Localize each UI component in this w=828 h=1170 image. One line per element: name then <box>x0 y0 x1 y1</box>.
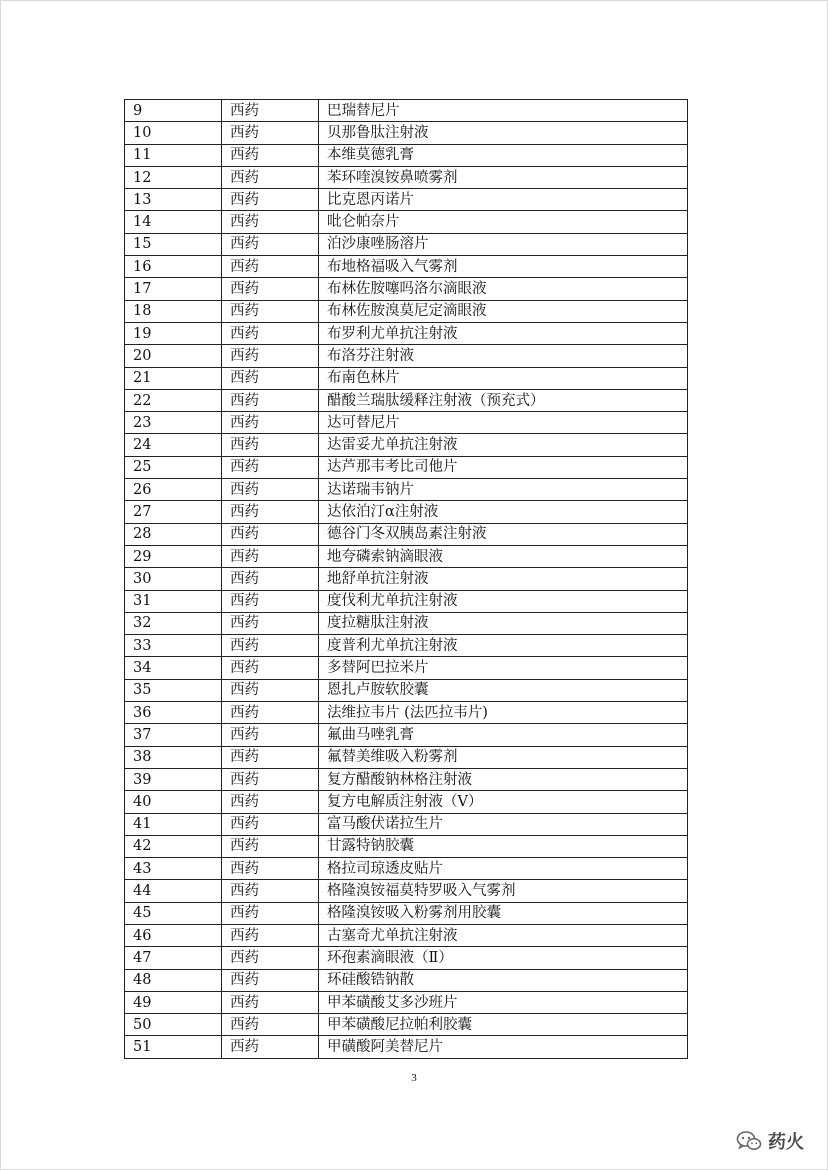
row-drug-name-cell: 地舒单抗注射液 <box>319 568 688 590</box>
row-drug-name-cell: 格拉司琼透皮贴片 <box>319 858 688 880</box>
table-row <box>125 724 688 746</box>
row-number-cell: 48 <box>125 969 222 991</box>
row-number-cell: 34 <box>125 657 222 679</box>
row-category-cell: 西药 <box>222 612 319 634</box>
table-row <box>125 991 688 1013</box>
row-drug-name-cell: 格隆溴铵福莫特罗吸入气雾剂 <box>319 880 688 902</box>
row-drug-name-cell: 甲苯磺酸艾多沙班片 <box>319 991 688 1013</box>
table-row <box>125 322 688 344</box>
table-row <box>125 545 688 567</box>
row-category-cell: 西药 <box>222 523 319 545</box>
row-drug-name-cell: 巴瑞替尼片 <box>319 100 688 122</box>
row-number-cell: 47 <box>125 947 222 969</box>
row-drug-name-cell: 格隆溴铵吸入粉雾剂用胶囊 <box>319 902 688 924</box>
row-category-cell: 西药 <box>222 100 319 122</box>
row-number-cell: 12 <box>125 166 222 188</box>
table-row <box>125 211 688 233</box>
table-row <box>125 300 688 322</box>
table-row <box>125 746 688 768</box>
row-category-cell: 西药 <box>222 367 319 389</box>
row-category-cell: 西药 <box>222 947 319 969</box>
row-category-cell: 西药 <box>222 166 319 188</box>
row-drug-name-cell: 多替阿巴拉米片 <box>319 657 688 679</box>
row-number-cell: 10 <box>125 122 222 144</box>
table-row <box>125 858 688 880</box>
row-drug-name-cell: 本维莫德乳膏 <box>319 144 688 166</box>
row-number-cell: 28 <box>125 523 222 545</box>
table-row <box>125 702 688 724</box>
row-category-cell: 西药 <box>222 657 319 679</box>
row-number-cell: 44 <box>125 880 222 902</box>
row-drug-name-cell: 布地格福吸入气雾剂 <box>319 256 688 278</box>
page-number: 3 <box>411 1072 417 1084</box>
row-drug-name-cell: 吡仑帕奈片 <box>319 211 688 233</box>
row-number-cell: 23 <box>125 412 222 434</box>
table-row <box>125 947 688 969</box>
row-category-cell: 西药 <box>222 835 319 857</box>
row-number-cell: 43 <box>125 858 222 880</box>
row-number-cell: 38 <box>125 746 222 768</box>
row-category-cell: 西药 <box>222 545 319 567</box>
row-category-cell: 西药 <box>222 679 319 701</box>
table-row <box>125 813 688 835</box>
table-row <box>125 679 688 701</box>
row-category-cell: 西药 <box>222 991 319 1013</box>
row-number-cell: 13 <box>125 189 222 211</box>
row-drug-name-cell: 环孢素滴眼液（Ⅱ） <box>319 947 688 969</box>
row-drug-name-cell: 布林佐胺噻吗洛尔滴眼液 <box>319 278 688 300</box>
row-category-cell: 西药 <box>222 300 319 322</box>
row-category-cell: 西药 <box>222 568 319 590</box>
row-category-cell: 西药 <box>222 389 319 411</box>
watermark-text: 药火 <box>768 1132 804 1153</box>
wechat-icon <box>736 1130 762 1152</box>
row-number-cell: 42 <box>125 835 222 857</box>
table-row <box>125 791 688 813</box>
row-number-cell: 16 <box>125 256 222 278</box>
row-drug-name-cell: 比克恩丙诺片 <box>319 189 688 211</box>
row-number-cell: 31 <box>125 590 222 612</box>
drug-table <box>124 99 688 1059</box>
row-number-cell: 40 <box>125 791 222 813</box>
row-category-cell: 西药 <box>222 501 319 523</box>
table-row <box>125 144 688 166</box>
table-row <box>125 657 688 679</box>
row-category-cell: 西药 <box>222 858 319 880</box>
table-row <box>125 100 688 122</box>
row-number-cell: 22 <box>125 389 222 411</box>
table-row <box>125 412 688 434</box>
row-category-cell: 西药 <box>222 144 319 166</box>
row-drug-name-cell: 环硅酸锆钠散 <box>319 969 688 991</box>
table-row <box>125 256 688 278</box>
row-number-cell: 15 <box>125 233 222 255</box>
table-row <box>125 1036 688 1058</box>
row-number-cell: 19 <box>125 322 222 344</box>
table-row <box>125 768 688 790</box>
row-category-cell: 西药 <box>222 233 319 255</box>
row-drug-name-cell: 醋酸兰瑞肽缓释注射液（预充式） <box>319 389 688 411</box>
row-drug-name-cell: 氟替美维吸入粉雾剂 <box>319 746 688 768</box>
row-number-cell: 24 <box>125 434 222 456</box>
row-number-cell: 49 <box>125 991 222 1013</box>
row-drug-name-cell: 甲磺酸阿美替尼片 <box>319 1036 688 1058</box>
row-drug-name-cell: 法维拉韦片 (法匹拉韦片) <box>319 702 688 724</box>
row-category-cell: 西药 <box>222 1014 319 1036</box>
row-category-cell: 西药 <box>222 590 319 612</box>
row-number-cell: 27 <box>125 501 222 523</box>
row-drug-name-cell: 地夸磷索钠滴眼液 <box>319 545 688 567</box>
row-drug-name-cell: 达雷妥尤单抗注射液 <box>319 434 688 456</box>
row-drug-name-cell: 达依泊汀α注射液 <box>319 501 688 523</box>
row-number-cell: 35 <box>125 679 222 701</box>
row-number-cell: 18 <box>125 300 222 322</box>
row-drug-name-cell: 布罗利尤单抗注射液 <box>319 322 688 344</box>
row-drug-name-cell: 复方电解质注射液（V） <box>319 791 688 813</box>
row-number-cell: 45 <box>125 902 222 924</box>
table-row <box>125 924 688 946</box>
row-category-cell: 西药 <box>222 412 319 434</box>
row-number-cell: 20 <box>125 345 222 367</box>
row-drug-name-cell: 布南色林片 <box>319 367 688 389</box>
table-row <box>125 1014 688 1036</box>
row-number-cell: 17 <box>125 278 222 300</box>
row-number-cell: 32 <box>125 612 222 634</box>
table-row <box>125 523 688 545</box>
table-row <box>125 590 688 612</box>
table-row <box>125 367 688 389</box>
watermark <box>736 1128 804 1154</box>
row-drug-name-cell: 达诺瑞韦钠片 <box>319 479 688 501</box>
row-drug-name-cell: 达可替尼片 <box>319 412 688 434</box>
row-drug-name-cell: 甘露特钠胶囊 <box>319 835 688 857</box>
table-row <box>125 612 688 634</box>
table-row <box>125 233 688 255</box>
row-number-cell: 21 <box>125 367 222 389</box>
row-number-cell: 41 <box>125 813 222 835</box>
row-drug-name-cell: 氟曲马唑乳膏 <box>319 724 688 746</box>
row-category-cell: 西药 <box>222 1036 319 1058</box>
table-row <box>125 479 688 501</box>
row-category-cell: 西药 <box>222 122 319 144</box>
row-category-cell: 西药 <box>222 791 319 813</box>
row-category-cell: 西药 <box>222 479 319 501</box>
row-category-cell: 西药 <box>222 322 319 344</box>
row-category-cell: 西药 <box>222 211 319 233</box>
row-number-cell: 14 <box>125 211 222 233</box>
row-category-cell: 西药 <box>222 189 319 211</box>
row-drug-name-cell: 德谷门冬双胰岛素注射液 <box>319 523 688 545</box>
table-row <box>125 635 688 657</box>
row-category-cell: 西药 <box>222 969 319 991</box>
row-category-cell: 西药 <box>222 434 319 456</box>
row-number-cell: 46 <box>125 924 222 946</box>
row-category-cell: 西药 <box>222 902 319 924</box>
row-drug-name-cell: 度普利尤单抗注射液 <box>319 635 688 657</box>
row-category-cell: 西药 <box>222 345 319 367</box>
table-row <box>125 835 688 857</box>
row-number-cell: 30 <box>125 568 222 590</box>
row-drug-name-cell: 布林佐胺溴莫尼定滴眼液 <box>319 300 688 322</box>
row-number-cell: 29 <box>125 545 222 567</box>
row-drug-name-cell: 苯环喹溴铵鼻喷雾剂 <box>319 166 688 188</box>
row-category-cell: 西药 <box>222 256 319 278</box>
row-number-cell: 37 <box>125 724 222 746</box>
table-row <box>125 456 688 478</box>
row-number-cell: 33 <box>125 635 222 657</box>
row-category-cell: 西药 <box>222 813 319 835</box>
row-drug-name-cell: 达芦那韦考比司他片 <box>319 456 688 478</box>
row-drug-name-cell: 度伐利尤单抗注射液 <box>319 590 688 612</box>
row-number-cell: 11 <box>125 144 222 166</box>
row-category-cell: 西药 <box>222 635 319 657</box>
row-number-cell: 50 <box>125 1014 222 1036</box>
table-row <box>125 345 688 367</box>
row-number-cell: 36 <box>125 702 222 724</box>
row-category-cell: 西药 <box>222 768 319 790</box>
row-drug-name-cell: 布洛芬注射液 <box>319 345 688 367</box>
row-drug-name-cell: 古塞奇尤单抗注射液 <box>319 924 688 946</box>
table-row <box>125 278 688 300</box>
row-drug-name-cell: 贝那鲁肽注射液 <box>319 122 688 144</box>
row-drug-name-cell: 恩扎卢胺软胶囊 <box>319 679 688 701</box>
row-category-cell: 西药 <box>222 702 319 724</box>
row-number-cell: 51 <box>125 1036 222 1058</box>
row-number-cell: 25 <box>125 456 222 478</box>
table-row <box>125 389 688 411</box>
row-drug-name-cell: 甲苯磺酸尼拉帕利胶囊 <box>319 1014 688 1036</box>
row-category-cell: 西药 <box>222 746 319 768</box>
row-drug-name-cell: 复方醋酸钠林格注射液 <box>319 768 688 790</box>
table-row <box>125 501 688 523</box>
table-row <box>125 434 688 456</box>
table-row <box>125 166 688 188</box>
row-category-cell: 西药 <box>222 880 319 902</box>
row-drug-name-cell: 富马酸伏诺拉生片 <box>319 813 688 835</box>
row-number-cell: 9 <box>125 100 222 122</box>
row-category-cell: 西药 <box>222 278 319 300</box>
row-category-cell: 西药 <box>222 724 319 746</box>
row-category-cell: 西药 <box>222 456 319 478</box>
table-row <box>125 189 688 211</box>
row-number-cell: 39 <box>125 768 222 790</box>
row-category-cell: 西药 <box>222 924 319 946</box>
row-drug-name-cell: 度拉糖肽注射液 <box>319 612 688 634</box>
row-number-cell: 26 <box>125 479 222 501</box>
table-row <box>125 568 688 590</box>
table-row <box>125 969 688 991</box>
row-drug-name-cell: 泊沙康唑肠溶片 <box>319 233 688 255</box>
table-body <box>125 100 688 1059</box>
table-row <box>125 880 688 902</box>
table-row <box>125 122 688 144</box>
table-row <box>125 902 688 924</box>
